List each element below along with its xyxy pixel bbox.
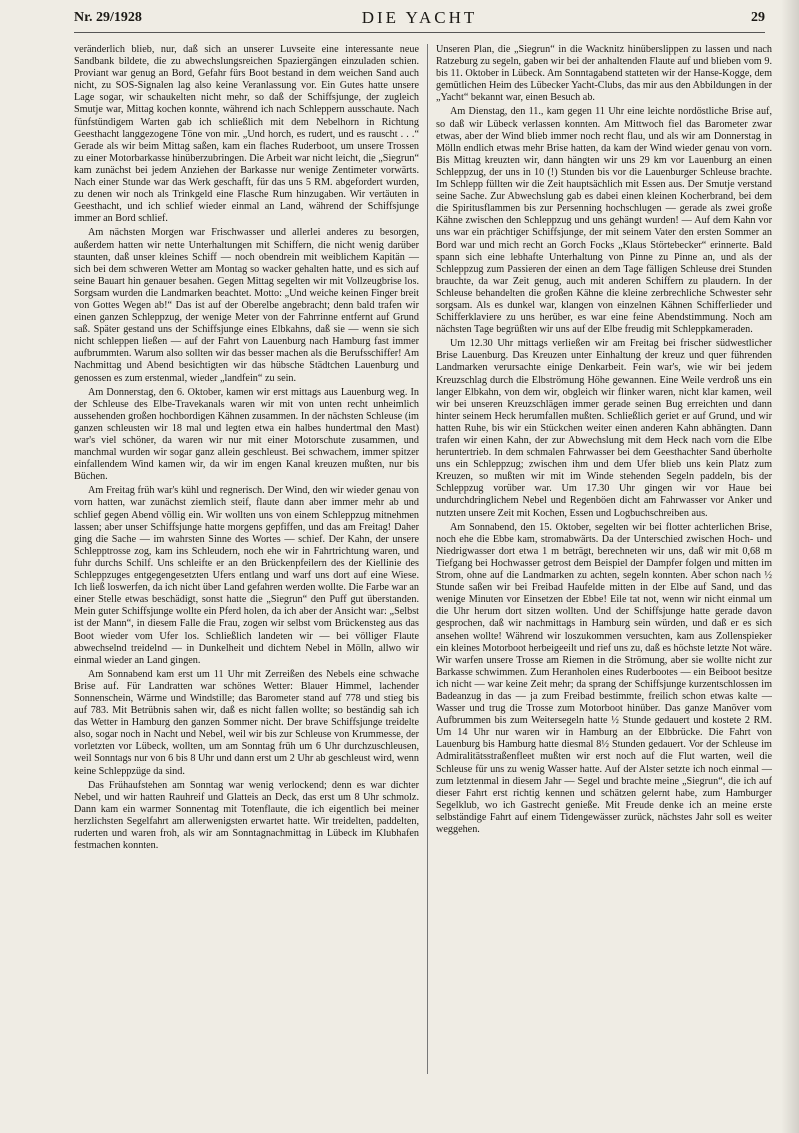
- magazine-title: DIE YACHT: [361, 8, 478, 27]
- paragraph: Am Freitag früh war's kühl und regnerisch. Der Wind, den wir wieder genau von vorn hatten, war zunächst ziemlich steif, flaute dann aber immer mehr ab und schlief gegen Abend völlig ein. Wir wollten uns von einem Schleppzug mitnehmen lassen; aber unser Schiffsjunge hatte morgens gepfiffen, und das am Freitag! Daher ging die Sache — im wahrsten Sinne des Wortes — schief. Der Kahn, der unsere Schlepptrosse zog, kam ins Schleudern, noch ehe wir in Fahrtrichtung waren, und fuhr durchs Schilf. Uns schleifte er an den Brückenpfeilern des der Kiellinie des Schleppzuges entgegengesetzten Ufers entlang und warf uns dort auf eine Wiese. Ich ließ loswerfen, da ich nicht über Land gefahren werden wollte. Die Farbe war an einer Stelle etwas beschädigt, sonst hatte die „Siegrun“ den Puff gut überstanden. Mein guter Schiffsjunge wollte ein Pferd holen, da ich aber der Ansicht war: „Selbst ist der Mann“, in diesem Falle die Frau, zogen wir selbst vom Brückensteg aus das Boot wieder vom Ufer los. Schließlich landeten wir — bei völliger Flaute abwechselnd treidelnd — in Dunkelheit und dichtem Nebel in Mölln, allwo wir einmal wieder an Land gingen.: [74, 485, 419, 666]
- issue-number: Nr. 29/1928: [74, 10, 142, 25]
- page-edge-shadow: [781, 0, 799, 1133]
- paragraph: Am Sonnabend, den 15. Oktober, segelten wir bei flotter achterlichen Brise, noch ehe die Ebbe kam, stromabwärts. Da der Unterschied zwischen Hoch- und Niedrigwasser dort etwa 1 m beträgt, berechneten wir uns, daß wir mit 0,68 m Tiefgang bei Hochwasser getrost dem Beispiel der Dampfer folgen und mitten im Strom, ohne auf die Landmarken zu achten, segeln konnten. Aber schon nach ½ Stunde saßen wir bei Freibad Haufelde mitten in der Elbe auf Sand, und das wenige Minuten vor Einsetzen der Ebbe! Eile tat not, wenn wir nicht einmal um die Uhr herum dort sitzen wollten. Und der Schiffsjunge hatte gerade davon gesprochen, daß wir nachmittags in Hamburg sein würden, und daß er es sich ansehen wollte! Während wir loszukommen versuchten, kam aus Zollenspieker ein kleines Motorboot herbeigeeilt und rief uns zu, daß es höchste letzte Not wäre. Wir warfen unsere Trosse am Riemen in die Strömung, aber sie wollte nicht zur Barkasse schwimmen. Zum Heranholen eines Ruderbootes — ein Beiboot besitze ich nicht — war keine Zeit mehr; da sprang der Schiffsjunge kurzentschlossen im Badeanzug in das — ja zum Freibad bestimmte, freilich schon etwas kalte — Wasser und trug die Trosse zum Motorboot hinüber. Das ganze Manöver vom Aufbrummen bis zum Weitersegeln hatte ½ Stunde gedauert und kostete 2 RM. Um 14 Uhr nur waren wir in Hamburg an der Elbbrücke. Die Fahrt von Lauenburg bis Hamburg hatte diesmal 8½ Stunden gedauert. Vor der Schleuse im Admiralitätsstraßenfleet mußten wir erst noch auf die Flut warten, weil die Schleuse für uns zu wenig Wasser hatte. Auf der Alster setzte ich noch einmal — zum letztenmal in diesem Jahr — Segel und brachte meine „Siegrun“, die ich auf dieser Fahrt erst richtig kennen und schätzen gelernt habe, zum Hamburger Segelklub, wo ich Gastrecht genieße. Mit Freude denke ich an meine erste selbständige Fahrt auf einem Tidengewässer zurück, nächstes Jahr soll es weiter weggehen.: [436, 521, 772, 835]
- left-column: [74, 44, 419, 1084]
- paragraph: Am Dienstag, den 11., kam gegen 11 Uhr eine leichte nordöstliche Brise auf, so daß wir Lübeck verlassen konnten. Am Mittwoch fiel das Barometer zwar etwas, aber der Wind blieb immer noch recht flau, und als wir am Donnerstag in Mölln endlich etwas mehr Brise hatten, da kam der Wind wieder genau von vorn. Bis Mittag kreuzten wir, dann hängten wir uns 29 km vor Lauenburg an einen Schleppzug, der uns in 10 (!) Stunden bis vor die Lauenburger Schleuse brachte. Im Schlepp füllten wir die Zeit hauptsächlich mit Essen aus. Der Smutje verstand seine Sache. Zur Abwechslung gab es dabei einen kleinen Kocherbrand, bei dem die Spiritusflammen bis zur Persenning hochschlugen — gerade als zwei große Kähne zwischen den Schleppzug und uns gehängt wurden! — Auf dem Kahn vor uns war ein prächtiger Schiffsjunge, der mit seinem Vater den ersten Sommer an Bord war und mich recht an Gorch Focks „Klaus Störtebecker“ erinnerte. Bald spann sich eine lebhafte Unterhaltung von Pinne zu Pinne an, und als der Schleppzug zum Passieren der einen an dem Tage fälligen Schleuse drei Stunden brauchte, da war Zeit genug, auch mit anderen Schiffern zu plaudern. In der Schleuse behandelten die großen Kähne die kleine zerbrechliche Schwester sehr sorgsam. Als es dunkel war, klangen von einzelnen Kähnen Schifferlieder und Schifferklaviere zu uns herüber, es war eine feine Abendstimmung. Noch am nächsten Tage begrüßten wir uns auf der Elbe freudig mit Schleppkameraden.: [436, 106, 772, 336]
- paragraph: veränderlich blieb, nur, daß sich an unserer Luvseite eine interessante neue Sandbank bildete, die zu abwechslungsreichen Spaziergängen einzuladen schien. Proviant war genug an Bord, Gefahr fürs Boot bestand in dem weichen Sand auch nicht, zu SOS-Signalen lag also keine Veranlassung vor. Ein Gutes hatte unsere Lage sogar, wir schaukelten nicht mehr, so daß der Schiffsjunge, der zugleich Smutje war, Mittag kochen konnte, während ich nach Schleppern ausschaute. Nach fünfstündigem Warten gab ich schließlich mit dem Nebelhorn in Richtung Geesthacht langgezogene Töne von mir. „Und horch, es rudert, und es rauscht . . .“ Gerade als wir beim Mittag saßen, kam ein flaches Ruderboot, um unsere Trossen zu einer Motorbarkasse hinüberzubringen. Die Arbeit war nicht leicht, die „Siegrun“ kam zunächst bei jedem Anziehen der Barkasse nur wenige Zentimeter vorwärts. Nach einer Stunde war das Werk geschafft, für das uns 5 RM. abgefordert wurden, zu denen wir noch als Trinkgeld eine Flasche Rum hinzugaben. Wir vertäuten in Geesthacht, und ich schlief wieder einmal an Land, während der Schiffsjunge immer an Bord schlief.: [74, 44, 419, 225]
- paragraph: Am Donnerstag, den 6. Oktober, kamen wir erst mittags aus Lauenburg weg. In der Schleuse des Elbe-Travekanals waren wir mit von unten recht unheimlich aussehenden großen hochbordigen Kähnen zusammen. In der nächsten Schleuse (im ganzen schleusten wir 18 mal und legten etwa ein halbes hundertmal den Mast) war's viel schöner, da waren wir nur mit einer Motorschute zusammen, und manchmal wurden wir sogar ganz allein geschleust. Bei schwachem, immer spitzer einfallendem Wind kamen wir, da wir im engen Kanal kreuzen mußten, nur bis Büchen.: [74, 386, 419, 483]
- paragraph: Unseren Plan, die „Siegrun“ in die Wacknitz hinüberslippen zu lassen und nach Ratzeburg zu segeln, gaben wir bei der anhaltenden Flaute auf und blieben vom 9. bis 11. Oktober in Lübeck. Am Sonntagabend statteten wir der Hanse-Kogge, dem gemütlichen Heim des Lübecker Yacht-Clubs, das mir aus den Abbildungen in der „Yacht“ bekannt war, einen Besuch ab.: [436, 44, 772, 104]
- header-rule: [74, 32, 765, 33]
- paragraph: Am Sonnabend kam erst um 11 Uhr mit Zerreißen des Nebels eine schwache Brise auf. Für Landratten war schönes Wetter: Blauer Himmel, lachender Sonnenschein, Wärme und Windstille; das Barometer stand auf 778 und stieg bis auf 783. Mit Betrübnis sahen wir, daß es nicht fallen wollte; so beständig sah ich das Wetter in Hamburg den ganzen Sommer nicht. Der brave Schiffsjunge treidelte also, sogar noch in Nacht und Nebel, weil wir bis zur Schleuse von Krummesse, der vorletzten vor Lübeck, wollten, um am Sonntag früh um 6 Uhr durchzuschleusen, weil Sonntags nur von 6 bis 8 Uhr und dann erst um 2 Uhr ab geschleust wird, wenn keine Schleppzüge da sind.: [74, 668, 419, 777]
- paragraph: Um 12.30 Uhr mittags verließen wir am Freitag bei frischer südwestlicher Brise Lauenburg. Das Kreuzen unter Einhaltung der kreuz und quer führenden Landmarken verursachte einige Denkarbeit. Fein war's, wie wir bei jedem Kreuzschlag durch die Elbströmung Höhe gewannen. Eine Weile verdroß uns ein langer Elbkahn, von dem wir, obgleich wir flinker waren, nicht klar kamen, weil wir bei unseren Kreuzschlägen immer gerade seinen Bug erreichten und dann hinter seinem Heck herumfallen mußten. Schließlich geriet er auf Grund, und wir hatten Ruhe, bis wir ein Stückchen weiter einen anderen Kahn abhängten. Dann trafen wir einen Kahn, der zur Abwechslung mit dem Heck nach vorn die Elbe heruntertrieb. In dem schmalen Fahrwasser bei dem Geesthachter Sand überholte uns ein Schleppzug; zwischen ihm und dem Ufer blieb uns kein Platz zum Kreuzen, so mußten wir mit im Winde stehenden Segeln paddeln, bis der Schleppzug vorüber war. Um 17.30 Uhr gingen wir vor Haue bei undurchdringlichem Nebel und Regenböen dicht am Fahrwasser vor Anker und nutzten unsere Zeit mit Kochen, Essen und Logbuchschreiben aus.: [436, 338, 772, 519]
- right-column: [436, 44, 772, 1084]
- page-header: [74, 8, 765, 30]
- paragraph: Am nächsten Morgen war Frischwasser und allerlei anderes zu besorgen, außerdem hatten wir nette Unterhaltungen mit Schiffern, die nicht wenig darüber staunten, daß unser kleines Schiff — noch obendrein mit weiblichem Kapitän — sich bei dem schweren Wetter am Montag so wacker gehalten hatte, und es sich auf seine Bauart hin genauer besahen. Gegen Mittag segelten wir mit Vollzeugbrise los. Sorgsam wurden die Landmarken beachtet. Motto: „Und weiche keinen Finger breit von Gottes Wegen ab!“ Das ist auf der Oberelbe angebracht; denn bald trafen wir einen ganzen Schleppzug, der wenige Meter von der Fahrrinne entfernt auf Grund saß. Später gestand uns der Schiffsjunge eines Elbkahns, daß sie — wenn sie sich nicht schleppen ließen — auf der Fahrt von Lauenburg nach Hamburg fast immer aufbrummten. Warum also sollten wir das besser machen als die Berufsschiffer! Am Nachmittag und Abend besichtigten wir das hübsche Städtchen Lauenburg und genossen es zum erstenmal, wieder „landfein“ zu sein.: [74, 227, 419, 384]
- page-number: 29: [751, 10, 765, 25]
- column-divider: [427, 44, 428, 1074]
- paragraph: Das Frühaufstehen am Sonntag war wenig verlockend; denn es war dichter Nebel, und wir hatten Rauhreif und Glatteis an Deck, das erst um 8 Uhr schmolz. Dann kam ein warmer Sonnentag mit Totenflaute, die ich eigentlich bei meiner herzlichsten Segelfahrt am allerwenigsten erwartet hatte. Wir treidelten, paddelten, ruderten und waren froh, als wir am Sonntagnachmittag in Lübeck im Klubhafen festmachen konnten.: [74, 779, 419, 852]
